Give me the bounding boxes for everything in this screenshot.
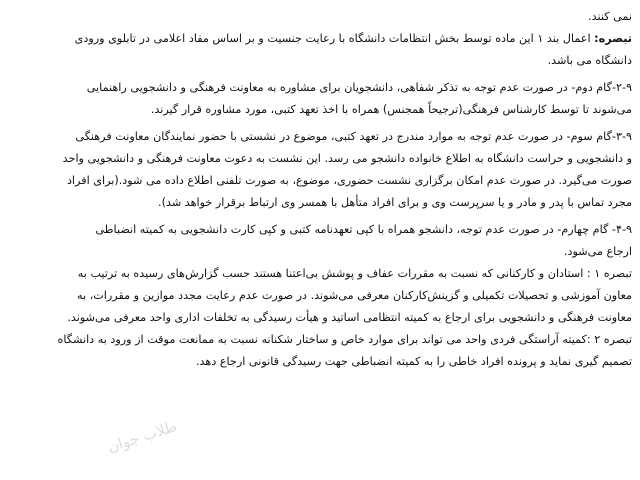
- note-line-1: [14, 28, 632, 50]
- paragraph-line: مجرد تماس با پدر و مادر و یا سرپرست وی و برای افراد متأهل با همسر وی ارتباط برقرار خواهد شد).: [158, 196, 632, 209]
- paragraph-line: ارجاع می‌شود.: [563, 245, 632, 258]
- note-line-2: دانشگاه می باشد.: [547, 54, 632, 67]
- note-text: اعمال بند ۱ این ماده توسط بخش انتظامات دانشگاه با رعایت جنسیت و بر اساس مفاد اعلامی در تابلوی ورودی: [74, 32, 595, 45]
- paragraph-line: معاون آموزشی و تحصیلات تکمیلی و گزینش‌کارکنان معرفی می‌شوند. در صورت عدم رعایت مجدد موازین و مقررات، به: [76, 289, 632, 302]
- paragraph-line: و دانشجویی و حراست دانشگاه به اطلاع خانواده دانشجو می رسد. این نشست به دعوت معاونت فرهنگی و دانشجویی واحد: [62, 152, 632, 165]
- paragraph-line: صورت می‌گیرد. در صورت عدم امکان برگزاری نشست حضوری، موضوع، به صورت تلفنی اطلاع داده می شود.(برای افراد: [66, 174, 632, 187]
- note-label: تبصره:: [594, 32, 632, 45]
- paragraph-line: تبصره ۲ :کمیته آراستگی فردی واحد می تواند برای موارد خاص و ساختار شکنانه نسبت به ممانعت موقت از ورود به دانشگاه: [57, 333, 632, 346]
- watermark-text: طلاب جوان: [105, 416, 180, 457]
- paragraph-line: می‌شوند تا توسط کارشناس فرهنگی(ترجیحاً همجنس) همراه با اخذ تعهد کتبی، مورد مشاوره قرار گیرند.: [150, 103, 632, 116]
- intro-line: نمی کنند.: [588, 10, 632, 23]
- paragraph-line: ۳-۹-گام سوم- در صورت عدم توجه به موارد مندرج در تعهد کتبی، موضوع در نشستی با حضور نمایندگان معاونت فرهنگی: [75, 130, 632, 143]
- paragraph-line: تصمیم گیری نماید و پرونده افراد خاطی را به کمیته انضباطی جهت رسیدگی قانونی ارجاع دهد.: [195, 355, 632, 368]
- step-4-paragraph: [14, 219, 632, 263]
- step-3-paragraph: [14, 126, 632, 214]
- step-2-paragraph: [14, 77, 632, 121]
- paragraph-line: معاونت فرهنگی و دانشجویی برای ارجاع به کمیته انتظامی اساتید و هیأت رسیدگی به تخلفات اداری واحد معرفی می‌شوند.: [67, 311, 632, 324]
- paragraph-line: ۴-۹- گام چهارم- در صورت عدم توجه، دانشجو همراه با کپی تعهدنامه کتبی و کپی کارت دانشجویی به کمیته انضباطی: [95, 223, 632, 236]
- paragraph-line: ۲-۹-گام دوم- در صورت عدم توجه به تذکر شفاهی، دانشجویان برای مشاوره به معاونت فرهنگی و دانشجویی راهنمایی: [86, 81, 632, 94]
- paragraph-line: تبصره ۱ : استادان و کارکنانی که نسبت به مقررات عفاف و پوشش بی‌اعتنا هستند حسب گزارش‌های رسیده به ترتیب به: [77, 267, 632, 280]
- note-1-paragraph: [14, 263, 632, 329]
- note-2-paragraph: [14, 329, 632, 373]
